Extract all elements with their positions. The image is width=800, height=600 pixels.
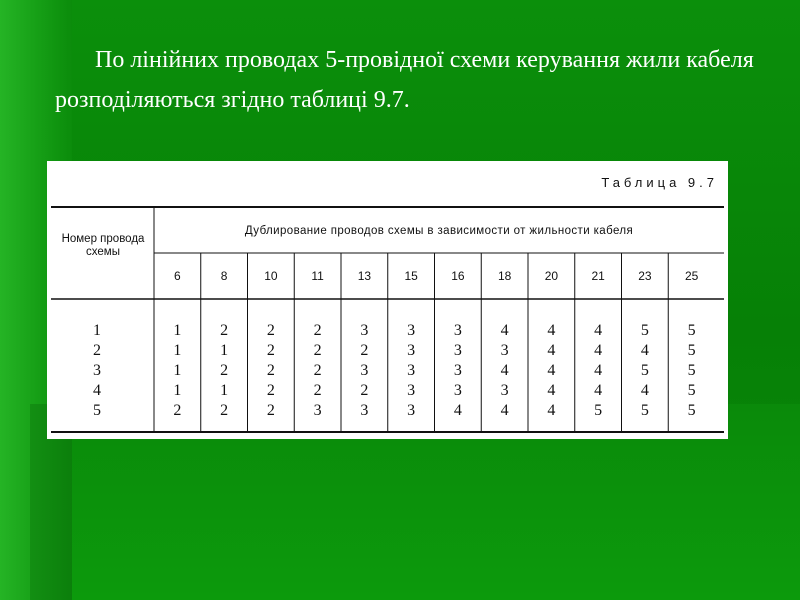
table-cell: 3 — [453, 322, 462, 339]
table-cell: 2 — [266, 342, 275, 359]
table-cell: 5 — [687, 342, 696, 359]
column-header-cores: 10 — [264, 269, 278, 283]
table-cell: 1 — [220, 382, 229, 399]
column-header-cores: 6 — [174, 269, 181, 283]
table-cell: 4 — [594, 362, 603, 379]
table-cell: 1 — [173, 362, 182, 379]
table-cell: 2 — [313, 362, 322, 379]
data-column — [388, 321, 435, 421]
table-cell: 4 — [547, 322, 556, 339]
table-cell: 2 — [313, 342, 322, 359]
table-cell: 5 — [687, 322, 696, 339]
table-caption: Таблица 9.7 — [601, 175, 718, 190]
row-number: 5 — [93, 402, 101, 419]
column-header-cores: 20 — [544, 269, 559, 283]
table-cell: 1 — [173, 342, 182, 359]
table-cell: 4 — [547, 402, 556, 419]
table-cell: 4 — [500, 402, 509, 419]
table-cell: 1 — [173, 382, 182, 399]
table-cell: 2 — [266, 402, 275, 419]
table-cell: 2 — [313, 382, 322, 399]
data-column — [575, 321, 622, 421]
table-cell: 2 — [173, 402, 182, 419]
table-cell: 3 — [407, 342, 416, 359]
table-cell: 2 — [266, 322, 275, 339]
data-column — [622, 321, 669, 421]
table-cell: 3 — [453, 362, 462, 379]
table-cell: 5 — [640, 402, 649, 419]
table-cell: 2 — [360, 382, 369, 399]
table-cell: 3 — [500, 342, 509, 359]
table-cell: 5 — [687, 362, 696, 379]
data-column — [294, 321, 341, 421]
data-column — [668, 321, 715, 421]
row-number-column — [77, 321, 117, 421]
table-cell: 2 — [266, 362, 275, 379]
group-header: Дублирование проводов схемы в зависимости от жильности кабеля — [244, 225, 634, 237]
table-cell: 4 — [453, 402, 462, 419]
table-cell: 3 — [453, 342, 462, 359]
table-cell: 4 — [594, 322, 603, 339]
table-cell: 4 — [547, 362, 556, 379]
table-cell: 5 — [640, 362, 649, 379]
table-cell: 4 — [640, 342, 649, 359]
column-header-cores: 13 — [357, 269, 372, 283]
row-header: Номер провода схемы — [61, 233, 145, 258]
column-header-cores: 18 — [497, 269, 512, 283]
row-number: 1 — [93, 322, 101, 339]
table-cell: 5 — [687, 402, 696, 419]
table-cell: 1 — [173, 322, 182, 339]
table-cell: 4 — [547, 342, 556, 359]
table-cell: 3 — [313, 402, 322, 419]
data-column — [341, 321, 388, 421]
table-scan — [47, 161, 728, 439]
column-header-cores: 25 — [684, 269, 699, 283]
table-cell: 3 — [360, 362, 369, 379]
table-cell: 5 — [687, 382, 696, 399]
table-cell: 1 — [220, 342, 229, 359]
table-cell: 2 — [313, 322, 322, 339]
table-cell: 3 — [360, 402, 369, 419]
data-column — [481, 321, 528, 421]
data-column — [435, 321, 482, 421]
table-cell: 4 — [500, 322, 509, 339]
table-cell: 4 — [500, 362, 509, 379]
table-cell: 3 — [407, 402, 416, 419]
table-cell: 5 — [594, 402, 603, 419]
column-header-cores: 21 — [591, 269, 605, 283]
table-cell: 4 — [547, 382, 556, 399]
data-column — [154, 321, 201, 421]
table-cell: 2 — [266, 382, 275, 399]
table-cell: 3 — [407, 382, 416, 399]
data-column — [201, 321, 248, 421]
column-header-cores: 23 — [638, 269, 652, 283]
data-column — [528, 321, 575, 421]
table-cell: 3 — [360, 322, 369, 339]
table-cell: 4 — [640, 382, 649, 399]
table-cell: 3 — [500, 382, 509, 399]
column-header-cores: 15 — [404, 269, 418, 283]
table-cell: 2 — [220, 402, 229, 419]
column-header-cores: 11 — [311, 269, 324, 283]
table-cell: 5 — [640, 322, 649, 339]
table-cell: 3 — [407, 362, 416, 379]
table-cell: 2 — [360, 342, 369, 359]
data-column — [248, 321, 295, 421]
slide-heading: По лінійних проводах 5-провідної схеми керування жили кабеля розподіляються згідно таблиці 9.7. — [55, 47, 754, 113]
column-header-cores: 16 — [451, 269, 465, 283]
table-cell: 4 — [594, 382, 603, 399]
row-number: 3 — [93, 362, 101, 379]
table-cell: 4 — [594, 342, 603, 359]
table-cell: 2 — [220, 362, 229, 379]
column-header-cores: 8 — [220, 269, 228, 283]
row-number: 4 — [93, 382, 101, 399]
table-cell: 3 — [407, 322, 416, 339]
table-cell: 2 — [220, 322, 229, 339]
row-number: 2 — [93, 342, 101, 359]
table-cell: 3 — [453, 382, 462, 399]
